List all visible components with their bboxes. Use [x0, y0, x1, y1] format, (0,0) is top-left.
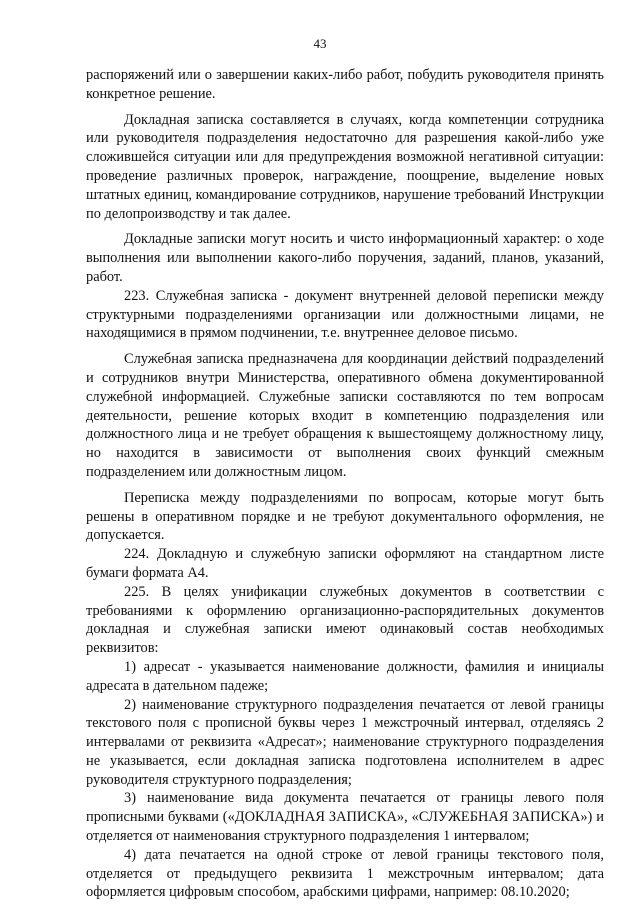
document-body [86, 66, 604, 902]
list-item-2: 2) наименование структурного подразделения печатается от левой границы текстового поля с прописной буквы через 1 межстрочный интервал, отделяясь 2 интервалами от реквизита «Адресат»; наименование структурного подразделения не указывается, если докладная записка подготовлена исполнителем в адрес руководителя структурного подразделения; [86, 696, 604, 788]
paragraph-service-memo-purpose: Служебная записка предназначена для координации действий подразделений и сотрудников внутри Министерства, оперативного обмена документированной служебной информацией. Служебные записки составляются по тем вопросам деятельности, решение которых входит в компетенцию подразделения или должностного лица и не требует обращения к вышестоящему должностному лицу, но находится в зависимости от выполнения своих функций смежным подразделением или должностным лицом. [86, 351, 604, 480]
page-number: 43 [313, 36, 327, 51]
list-item-4: 4) дата печатается на одной строке от левой границы текстового поля, отделяется от предыдущего реквизита 1 межстрочным интервалом; дата оформляется цифровым способом, арабскими цифрами, например: 08.10.2020; [86, 846, 604, 901]
paragraph-continuation: распоряжений или о завершении каких-либо работ, побудить руководителя принять конкретное решение. [86, 67, 604, 102]
list-item-3: 3) наименование вида документа печатается от границы левого поля прописными буквами («ДОКЛАДНАЯ ЗАПИСКА», «СЛУЖЕБНАЯ ЗАПИСКА») и отделяется от наименования структурного подразделения 1 интервалом; [86, 790, 604, 845]
paragraph-223: 223. Служебная записка - документ внутренней деловой переписки между структурными подразделениями организации или должностными лицами, не находящимися в прямом подчинении, т.е. внутреннее деловое письмо. [86, 287, 604, 342]
paragraph-225: 225. В целях унификации служебных документов в соответствии с требованиями к оформлению организационно-распорядительных документов докладная и служебная записки имеют одинаковый состав необходимых реквизитов: [86, 583, 604, 657]
list-item-1: 1) адресат - указывается наименование должности, фамилия и инициалы адресата в дательном падеже; [86, 658, 604, 694]
paragraph-memo-definition: Докладная записка составляется в случаях, когда компетенции сотрудника или руководителя подразделения недостаточно для разрешения какой-либо уже сложившейся ситуации или для предупреждения возможной негативной ситуации: проведение различных проверок, награждение, поощрение, выделение новых штатных единиц, командирование сотрудников, нарушение требований Инструкции по делопроизводству и так далее. [86, 111, 604, 222]
paragraph-correspondence: Переписка между подразделениями по вопросам, которые могут быть решены в оперативном порядке и не требуют документального оформления, не допускается. [86, 489, 604, 544]
paragraph-informational-memo: Докладные записки могут носить и чисто информационный характер: о ходе выполнения или выполнении какого-либо поручения, заданий, планов, указаний, работ. [86, 231, 604, 285]
paragraph-224: 224. Докладную и служебную записки оформляют на стандартном листе бумаги формата А4. [86, 546, 604, 581]
